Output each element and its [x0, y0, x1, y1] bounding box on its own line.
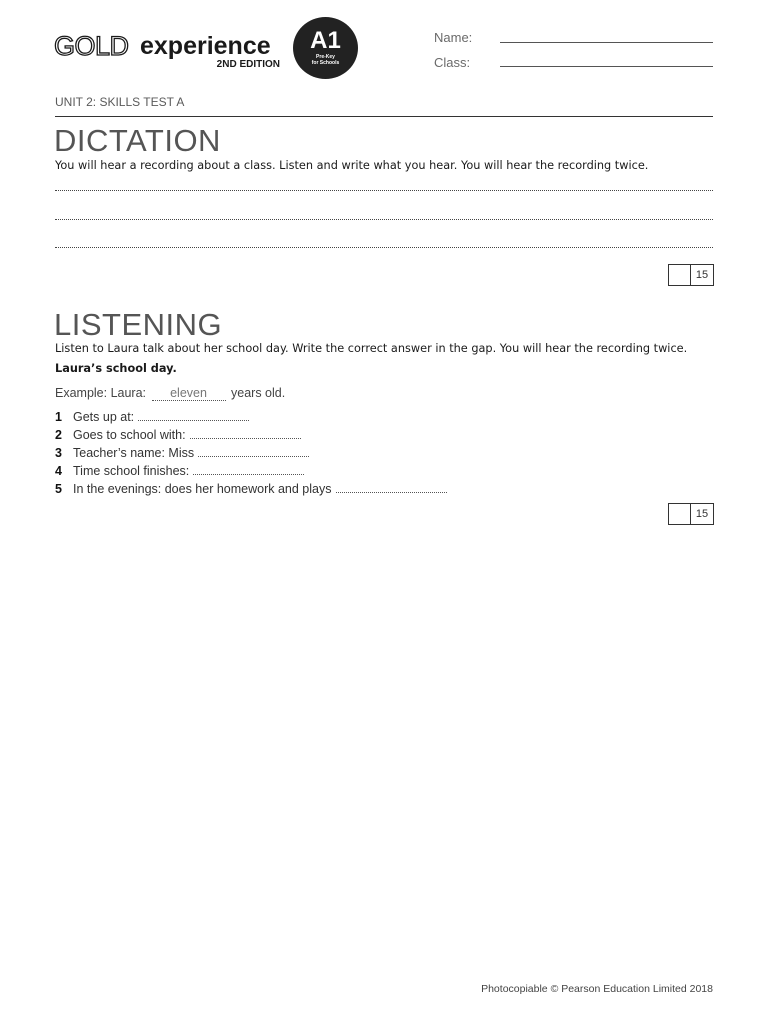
item-text: In the evenings: does her homework and plays — [73, 482, 332, 496]
item-text: Goes to school with: — [73, 428, 186, 442]
dictation-score-input[interactable] — [669, 265, 691, 285]
listening-subtitle: Laura’s school day. — [55, 362, 177, 375]
badge-line-1: Pre-Key — [316, 54, 335, 60]
listening-item — [55, 482, 655, 500]
item-text: Gets up at: — [73, 410, 135, 424]
item-text: Time school finishes: — [73, 464, 190, 478]
item-answer-gap[interactable] — [198, 447, 309, 457]
dictation-score-box — [668, 264, 714, 286]
level-badge — [293, 17, 358, 79]
class-label: Class: — [434, 55, 471, 70]
listening-score-box — [668, 503, 714, 525]
name-field[interactable] — [500, 42, 713, 43]
logo-experience-text: experience — [140, 32, 271, 60]
listening-items — [55, 410, 655, 500]
listening-item — [55, 464, 655, 482]
dictation-answer-line-3[interactable] — [55, 247, 713, 248]
item-number: 4 — [55, 464, 62, 478]
listening-example — [55, 386, 285, 401]
item-number: 5 — [55, 482, 62, 496]
listening-instruction: Listen to Laura talk about her school day. Write the correct answer in the gap. You will hear the recording twice. — [55, 342, 688, 355]
dictation-score-max: 15 — [695, 269, 709, 281]
listening-score-max: 15 — [695, 508, 709, 520]
example-prefix: Example: Laura: — [55, 386, 147, 400]
item-number: 1 — [55, 410, 62, 424]
item-number: 2 — [55, 428, 62, 442]
dictation-answer-line-1[interactable] — [55, 190, 713, 191]
listening-title: LISTENING — [54, 307, 223, 342]
badge-level: A1 — [310, 27, 341, 54]
item-answer-gap[interactable] — [193, 465, 304, 475]
class-field[interactable] — [500, 66, 713, 67]
dictation-instruction: You will hear a recording about a class. Listen and write what you hear. You will hear the recording twice. — [55, 159, 649, 172]
header-divider — [55, 116, 713, 117]
item-answer-gap[interactable] — [336, 483, 447, 493]
listening-item — [55, 410, 655, 428]
listening-item — [55, 446, 655, 464]
example-suffix: years old. — [231, 386, 286, 400]
item-number: 3 — [55, 446, 62, 460]
unit-label: UNIT 2: SKILLS TEST A — [55, 95, 185, 109]
example-answer: eleven — [152, 387, 226, 401]
item-text: Teacher’s name: Miss — [73, 446, 195, 460]
listening-item — [55, 428, 655, 446]
logo-edition-text: 2ND EDITION — [216, 59, 280, 70]
dictation-answer-line-2[interactable] — [55, 219, 713, 220]
item-answer-gap[interactable] — [190, 429, 301, 439]
name-label: Name: — [434, 30, 473, 45]
dictation-title: DICTATION — [54, 123, 221, 158]
logo-gold-text: GOLD — [54, 31, 129, 61]
copyright-footer: Photocopiable © Pearson Education Limited 2018 — [481, 983, 713, 995]
gold-experience-logo — [54, 30, 284, 74]
item-answer-gap[interactable] — [138, 411, 249, 421]
badge-line-2: for Schools — [311, 60, 340, 66]
listening-score-input[interactable] — [669, 504, 691, 524]
